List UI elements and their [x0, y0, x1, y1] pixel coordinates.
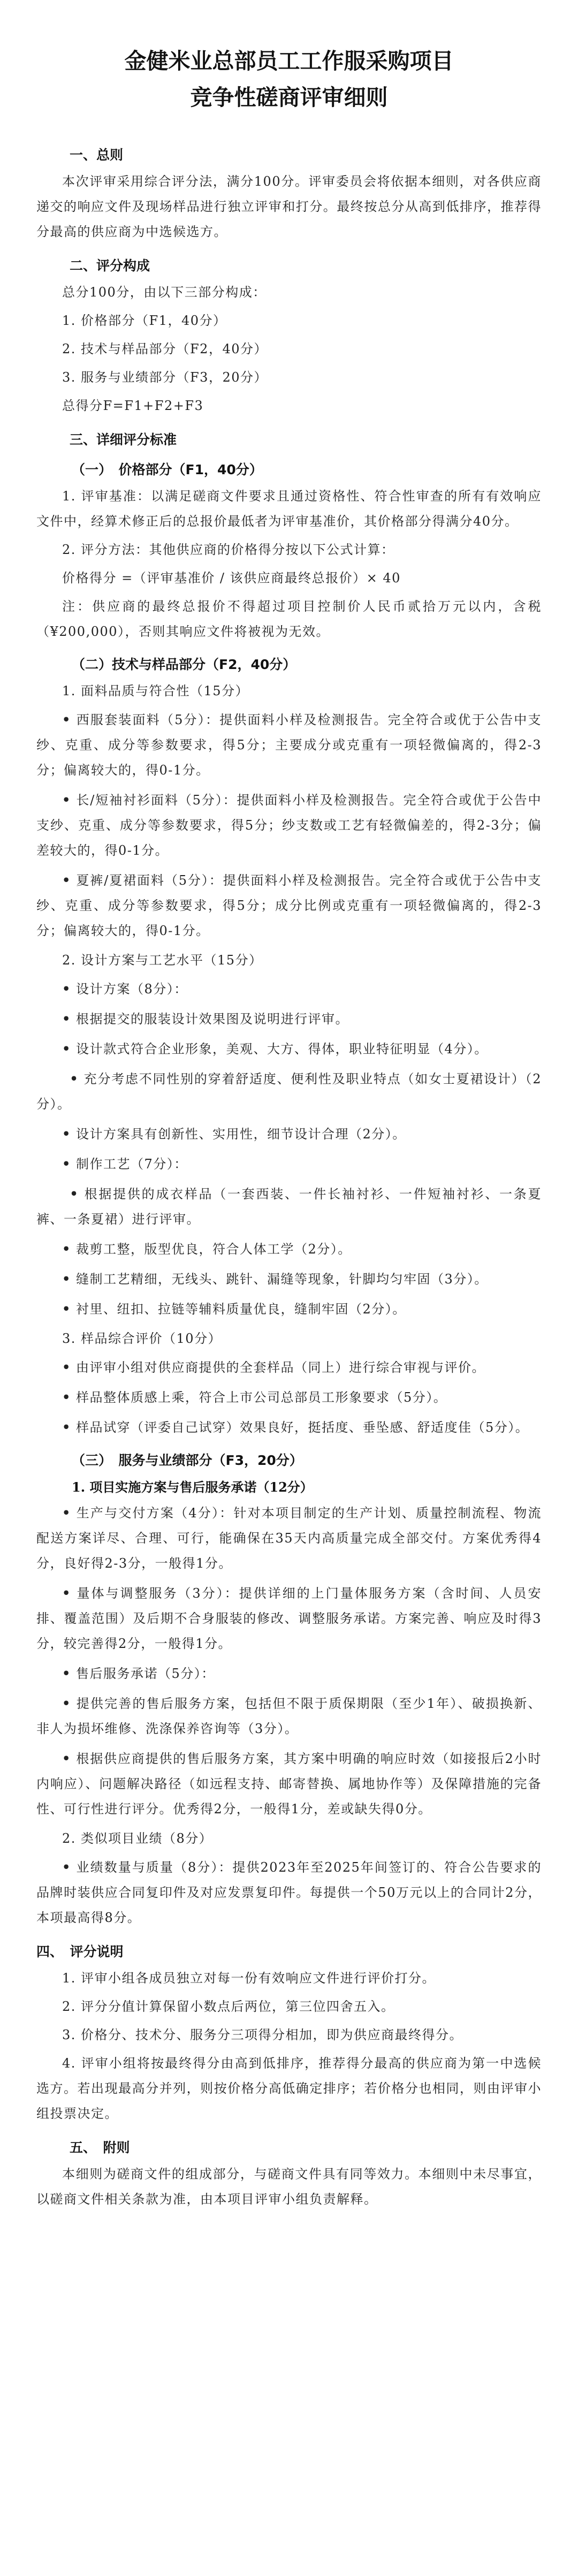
list-item: 2. 技术与样品部分（F2，40分） [62, 341, 268, 356]
list-item [36, 1266, 542, 1292]
section-heading: 三、详细评分标准 [70, 432, 177, 447]
list-item-text: 根据供应商提供的售后服务方案，其方案中明确的响应时效（如接报后2小时内响应）、问题解决路径（如远程支持、邮寄替换、属地协作等）及保障措施的完备性、可行性进行评分。优秀得2分，一般得1分，差或缺失得0分。 [36, 1751, 542, 1817]
list-item [36, 1691, 542, 1742]
list-item-text: 西服套装面料（5分）：提供面料小样及检测报告。完全符合或优于公告中支纱、克重、成分等参数要求，得5分；主要成分或克重有一项轻微偏离的，得2-3分；偏离较大的，得0-1分。 [36, 712, 542, 778]
paragraph: 4. 评审小组将按最终得分由高到低排序，推荐得分最高的供应商为第一中选候选方。若出现最高分并列，则按价格分高低确定排序；若价格分也相同，则由评审小组投票决定。 [36, 2056, 542, 2121]
list-item-text: 根据提交的服装设计效果图及说明进行评审。 [76, 1012, 349, 1027]
list-item [36, 1181, 542, 1232]
paragraph: 2. 评分方法：其他供应商的价格得分按以下公式计算： [62, 542, 395, 557]
total-formula: 总得分F=F1+F2+F3 [62, 398, 204, 413]
section-heading: 四、 评分说明 [36, 1944, 124, 1959]
bullet-icon: • [62, 1751, 71, 1766]
list-item: 1. 价格部分（F1，40分） [62, 313, 227, 328]
list-item-text: 裁剪工整，版型优良，符合人体工学（2分）。 [76, 1242, 352, 1257]
bullet-icon: • [62, 1419, 71, 1435]
title-line-2: 竞争性磋商评审细则 [190, 85, 388, 110]
list-item [36, 1500, 542, 1576]
list-item-text: 量体与调整服务（3分）：提供详细的上门量体服务方案（含时间、人员安排、覆盖范围）及后期不合身服装的修改、调整服务承诺。方案完善、响应及时得3分，较完善得2分，一般得1分。 [36, 1586, 542, 1651]
bullet-icon: • [62, 1041, 71, 1057]
bullet-icon: • [62, 1389, 71, 1405]
bullet-icon: • [62, 1126, 71, 1142]
list-item-text: 根据提供的成衣样品（一套西装、一件长袖衬衫、一件短袖衬衫、一条夏裤、一条夏裙）进行评审。 [36, 1187, 542, 1227]
list-item-text: 样品整体质感上乘，符合上市公司总部员工形象要求（5分）。 [76, 1390, 447, 1405]
list-item [36, 868, 542, 944]
bullet-icon: • [62, 1156, 71, 1172]
list-item [36, 1151, 542, 1177]
paragraph: 1. 评审基准：以满足磋商文件要求且通过资格性、符合性审查的所有有效响应文件中，经算术修正后的总报价最低者为评审基准价，其价格部分得满分40分。 [36, 489, 542, 529]
bullet-icon: • [62, 1301, 71, 1317]
bullet-icon: • [70, 1186, 79, 1202]
bullet-icon: • [62, 712, 71, 727]
section-supplementary [36, 2138, 542, 2212]
list-item [36, 1121, 542, 1147]
paragraph: 3. 价格分、技术分、服务分三项得分相加，即为供应商最终得分。 [62, 2027, 463, 2042]
list-item-text: 长/短袖衬衫面料（5分）：提供面料小样及检测报告。完全符合或优于公告中支纱、克重、成分等参数要求，得5分；纱支数或工艺有轻微偏差的，得2-3分；偏差较大的，得0-1分。 [36, 793, 542, 858]
list-item-text: 样品试穿（评委自己试穿）效果良好，挺括度、垂坠感、舒适度佳（5分）。 [76, 1420, 529, 1435]
bullet-icon: • [62, 1666, 71, 1681]
list-item-text: 售后服务承诺（5分）： [76, 1666, 215, 1681]
list-item [36, 707, 542, 783]
list-item-text: 衬里、纽扣、拉链等辅料质量优良，缝制牢固（2分）。 [76, 1302, 406, 1317]
bullet-icon: • [62, 1696, 71, 1711]
list-item-text: 设计方案具有创新性、实用性，细节设计合理（2分）。 [76, 1127, 406, 1142]
list-item-text: 充分考虑不同性别的穿着舒适度、便利性及职业特点（如女士夏裙设计）（2分）。 [36, 1072, 542, 1112]
bullet-icon: • [62, 792, 71, 808]
list-item [36, 1415, 542, 1440]
list-item [36, 1036, 542, 1062]
bullet-icon: • [62, 1241, 71, 1257]
subsection-heading-price: （一） 价格部分（F1，40分） [72, 462, 263, 477]
list-item [36, 1006, 542, 1032]
paragraph: 2. 评分分值计算保留小数点后两位，第三位四舍五入。 [62, 1999, 395, 2014]
list-item [36, 1661, 542, 1686]
paragraph: 1. 评审小组各成员独立对每一份有效响应文件进行评价打分。 [62, 1971, 436, 1986]
list-item [36, 1066, 542, 1117]
price-formula: 价格得分 =（评审基准价 / 该供应商最终总报价）× 40 [62, 571, 401, 586]
bullet-icon: • [62, 872, 71, 888]
list-item [36, 1855, 542, 1931]
paragraph: 总分100分，由以下三部分构成： [62, 285, 267, 300]
list-item: 3. 服务与业绩部分（F3，20分） [62, 370, 268, 385]
bullet-icon: • [70, 1071, 79, 1086]
list-item-text: 由评审小组对供应商提供的全套样品（同上）进行综合审视与评价。 [76, 1360, 485, 1375]
section-heading: 五、 附则 [70, 2140, 130, 2155]
title-line-1: 金健米业总部员工工作服采购项目 [124, 48, 454, 74]
item-heading: 2. 设计方案与工艺水平（15分） [62, 953, 263, 968]
section-detailed-criteria [36, 430, 542, 1931]
section-general [36, 146, 542, 245]
bullet-icon: • [62, 1585, 71, 1601]
bullet-icon: • [62, 1271, 71, 1287]
section-scoring-notes [36, 1942, 542, 2126]
item-heading: 1. 面料品质与符合性（15分） [62, 683, 249, 698]
bullet-icon: • [62, 1359, 71, 1375]
list-item [36, 1355, 542, 1380]
bullet-icon: • [62, 1011, 71, 1027]
list-item-text: 夏裤/夏裙面料（5分）：提供面料小样及检测报告。完全符合或优于公告中支纱、克重、成分等参数要求，得5分；成分比例或克重有一项轻微偏离的，得2-3分；偏离较大的，得0-1分。 [36, 873, 542, 938]
list-item [36, 1236, 542, 1262]
list-item-text: 提供完善的售后服务方案，包括但不限于质保期限（至少1年）、破损换新、非人为损坏维修、洗涤保养咨询等（3分）。 [36, 1696, 542, 1736]
item-heading: 3. 样品综合评价（10分） [62, 1331, 222, 1346]
list-item [36, 1385, 542, 1410]
list-item-text: 缝制工艺精细，无线头、跳针、漏缝等现象，针脚均匀牢固（3分）。 [76, 1272, 488, 1287]
list-item-text: 制作工艺（7分）： [76, 1157, 188, 1172]
item-heading: 1. 项目实施方案与售后服务承诺（12分） [72, 1479, 313, 1495]
list-item [36, 1746, 542, 1822]
section-heading: 一、总则 [70, 147, 124, 163]
item-heading: 2. 类似项目业绩（8分） [62, 1831, 213, 1846]
paragraph: 注：供应商的最终总报价不得超过项目控制价人民币贰拾万元以内，含税（¥200,000），否则其响应文件将被视为无效。 [36, 599, 542, 639]
bullet-icon: • [62, 1859, 71, 1875]
list-item [36, 1580, 542, 1656]
bullet-icon: • [62, 981, 71, 997]
list-item [36, 1296, 542, 1322]
bullet-icon: • [62, 1505, 71, 1521]
list-item-text: 业绩数量与质量（8分）：提供2023年至2025年间签订的、符合公告要求的品牌时装供应合同复印件及对应发票复印件。每提供一个50万元以上的合同计2分，本项最高得8分。 [36, 1860, 542, 1925]
section-heading: 二、评分构成 [70, 258, 150, 273]
list-item [36, 976, 542, 1002]
list-item-text: 生产与交付方案（4分）：针对本项目制定的生产计划、质量控制流程、物流配送方案详尽、合理、可行，能确保在35天内高质量完成全部交付。方案优秀得4分，良好得2-3分，一般得1分。 [36, 1506, 542, 1571]
paragraph: 本次评审采用综合评分法，满分100分。评审委员会将依据本细则，对各供应商递交的响应文件及现场样品进行独立评审和打分。最终按总分从高到低排序，推荐得分最高的供应商为中选候选方。 [36, 174, 542, 239]
section-score-composition [36, 256, 542, 419]
subsection-heading-tech: （二）技术与样品部分（F2，40分） [72, 657, 296, 672]
paragraph: 本细则为磋商文件的组成部分，与磋商文件具有同等效力。本细则中未尽事宜，以磋商文件相关条款为准，由本项目评审小组负责解释。 [36, 2167, 542, 2207]
list-item-text: 设计款式符合企业形象，美观、大方、得体，职业特征明显（4分）。 [76, 1042, 488, 1057]
document-title [36, 43, 542, 116]
list-item-text: 设计方案（8分）： [76, 982, 188, 997]
subsection-heading-service: （三） 服务与业绩部分（F3，20分） [72, 1453, 303, 1468]
list-item [36, 787, 542, 863]
